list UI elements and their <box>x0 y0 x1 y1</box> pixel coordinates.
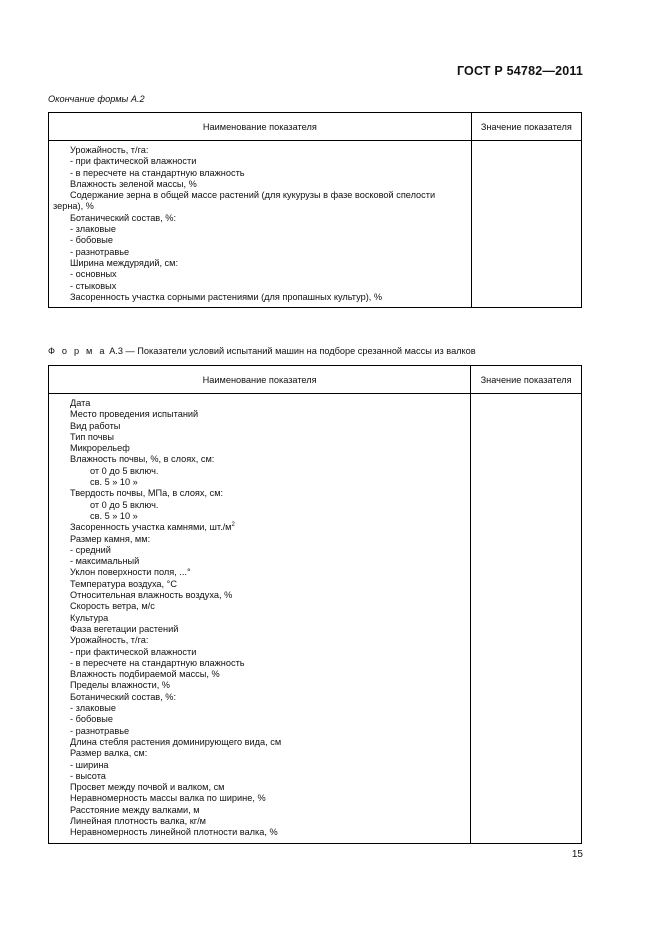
list-item: Пределы влажности, % <box>70 680 170 691</box>
list-item: Линейная плотность валка, кг/м <box>70 815 206 826</box>
list-item: Просвет между почвой и валком, см <box>70 782 225 793</box>
list-item: от 0 до 5 включ. <box>90 499 159 510</box>
form-a3-caption-text: А.3 — Показатели условий испытаний машин на подборе срезанной массы из валков <box>109 346 476 356</box>
list-item: Урожайность, т/га: <box>70 635 149 646</box>
list-item: Влажность почвы, %, в слоях, см: <box>70 454 215 465</box>
list-item: - бобовые <box>70 235 113 246</box>
list-item: Место проведения испытаний <box>70 409 199 420</box>
list-item: - высота <box>70 770 106 781</box>
list-item: - злаковые <box>70 224 117 235</box>
list-item: Ширина междурядий, см: <box>70 257 179 268</box>
list-item: Ботанический состав, %: <box>70 212 177 223</box>
form-a3-table <box>48 365 582 844</box>
list-item: - ширина <box>70 759 109 770</box>
list-item: Неравномерность линейной плотности валка, % <box>70 827 278 838</box>
form-a2-table <box>48 112 582 308</box>
list-item: - максимальный <box>70 556 140 567</box>
list-item: Температура воздуха, °С <box>70 578 177 589</box>
list-item: Относительная влажность воздуха, % <box>70 590 233 601</box>
list-item: от 0 до 5 включ. <box>90 465 159 476</box>
list-item: - злаковые <box>70 703 117 714</box>
form-a3-col-value: Значение показателя <box>471 366 582 394</box>
form-a2-names-cell <box>49 141 472 308</box>
list-item: Фаза вегетации растений <box>70 623 179 634</box>
stones-label: Засоренность участка камнями, шт./м <box>70 522 232 533</box>
list-item: Содержание зерна в общей массе растений (для кукурузы в фазе восковой спелости <box>70 190 436 201</box>
form-a2-caption: Окончание формы А.2 <box>48 94 145 104</box>
form-a2-col-value: Значение показателя <box>471 113 581 141</box>
list-item: - бобовые <box>70 714 113 725</box>
list-item: - при фактической влажности <box>70 156 197 167</box>
list-item: Неравномерность массы валка по ширине, % <box>70 793 266 804</box>
form-a3-names-cell <box>49 394 471 844</box>
list-item: св. 5 » 10 » <box>90 510 138 521</box>
list-item: Тип почвы <box>70 431 115 442</box>
form-a2-col-name: Наименование показателя <box>49 113 472 141</box>
list-item: Влажность подбираемой массы, % <box>70 669 220 680</box>
list-item: Вид работы <box>70 420 121 431</box>
list-item: Микрорельеф <box>70 443 130 454</box>
page-number: 15 <box>571 849 583 860</box>
superscript: 2 <box>231 522 235 529</box>
list-item: Дата <box>70 398 91 408</box>
form-a3-caption <box>48 346 476 356</box>
list-item: Размер валка, см: <box>70 748 148 759</box>
list-item: - при фактической влажности <box>70 646 197 657</box>
list-item: Урожайность, т/га: <box>70 145 149 155</box>
form-a3-col-name: Наименование показателя <box>49 366 471 394</box>
form-a2-values-cell[interactable] <box>471 141 581 308</box>
form-a3-values-cell[interactable] <box>471 394 582 844</box>
list-item: Влажность зеленой массы, % <box>70 178 197 189</box>
list-item: Культура <box>70 612 109 623</box>
list-item: - разнотравье <box>70 246 130 257</box>
list-item: - разнотравье <box>70 725 130 736</box>
list-item: Расстояние между валками, м <box>70 804 200 815</box>
list-item: - основных <box>70 269 117 280</box>
list-item: - средний <box>70 544 111 555</box>
list-item: - в пересчете на стандартную влажность <box>70 657 245 668</box>
list-item: - стыковых <box>70 280 117 291</box>
list-item: Скорость ветра, м/с <box>70 601 155 612</box>
list-item: Ботанический состав, %: <box>70 691 177 702</box>
list-item: зерна), % <box>53 201 94 212</box>
standard-code: ГОСТ Р 54782—2011 <box>456 64 583 78</box>
list-item: Засоренность участка сорными растениями (для пропашных культур), % <box>70 291 383 302</box>
list-item <box>49 522 464 533</box>
list-item: - в пересчете на стандартную влажность <box>70 167 245 178</box>
form-a3-caption-prefix: Ф о р м а <box>48 346 107 356</box>
list-item: Твердость почвы, МПа, в слоях, см: <box>70 488 224 499</box>
list-item: Размер камня, мм: <box>70 533 151 544</box>
list-item: Длина стебля растения доминирующего вида, см <box>70 736 282 747</box>
list-item: св. 5 » 10 » <box>90 477 138 488</box>
list-item: Уклон поверхности поля, ...° <box>70 567 191 578</box>
